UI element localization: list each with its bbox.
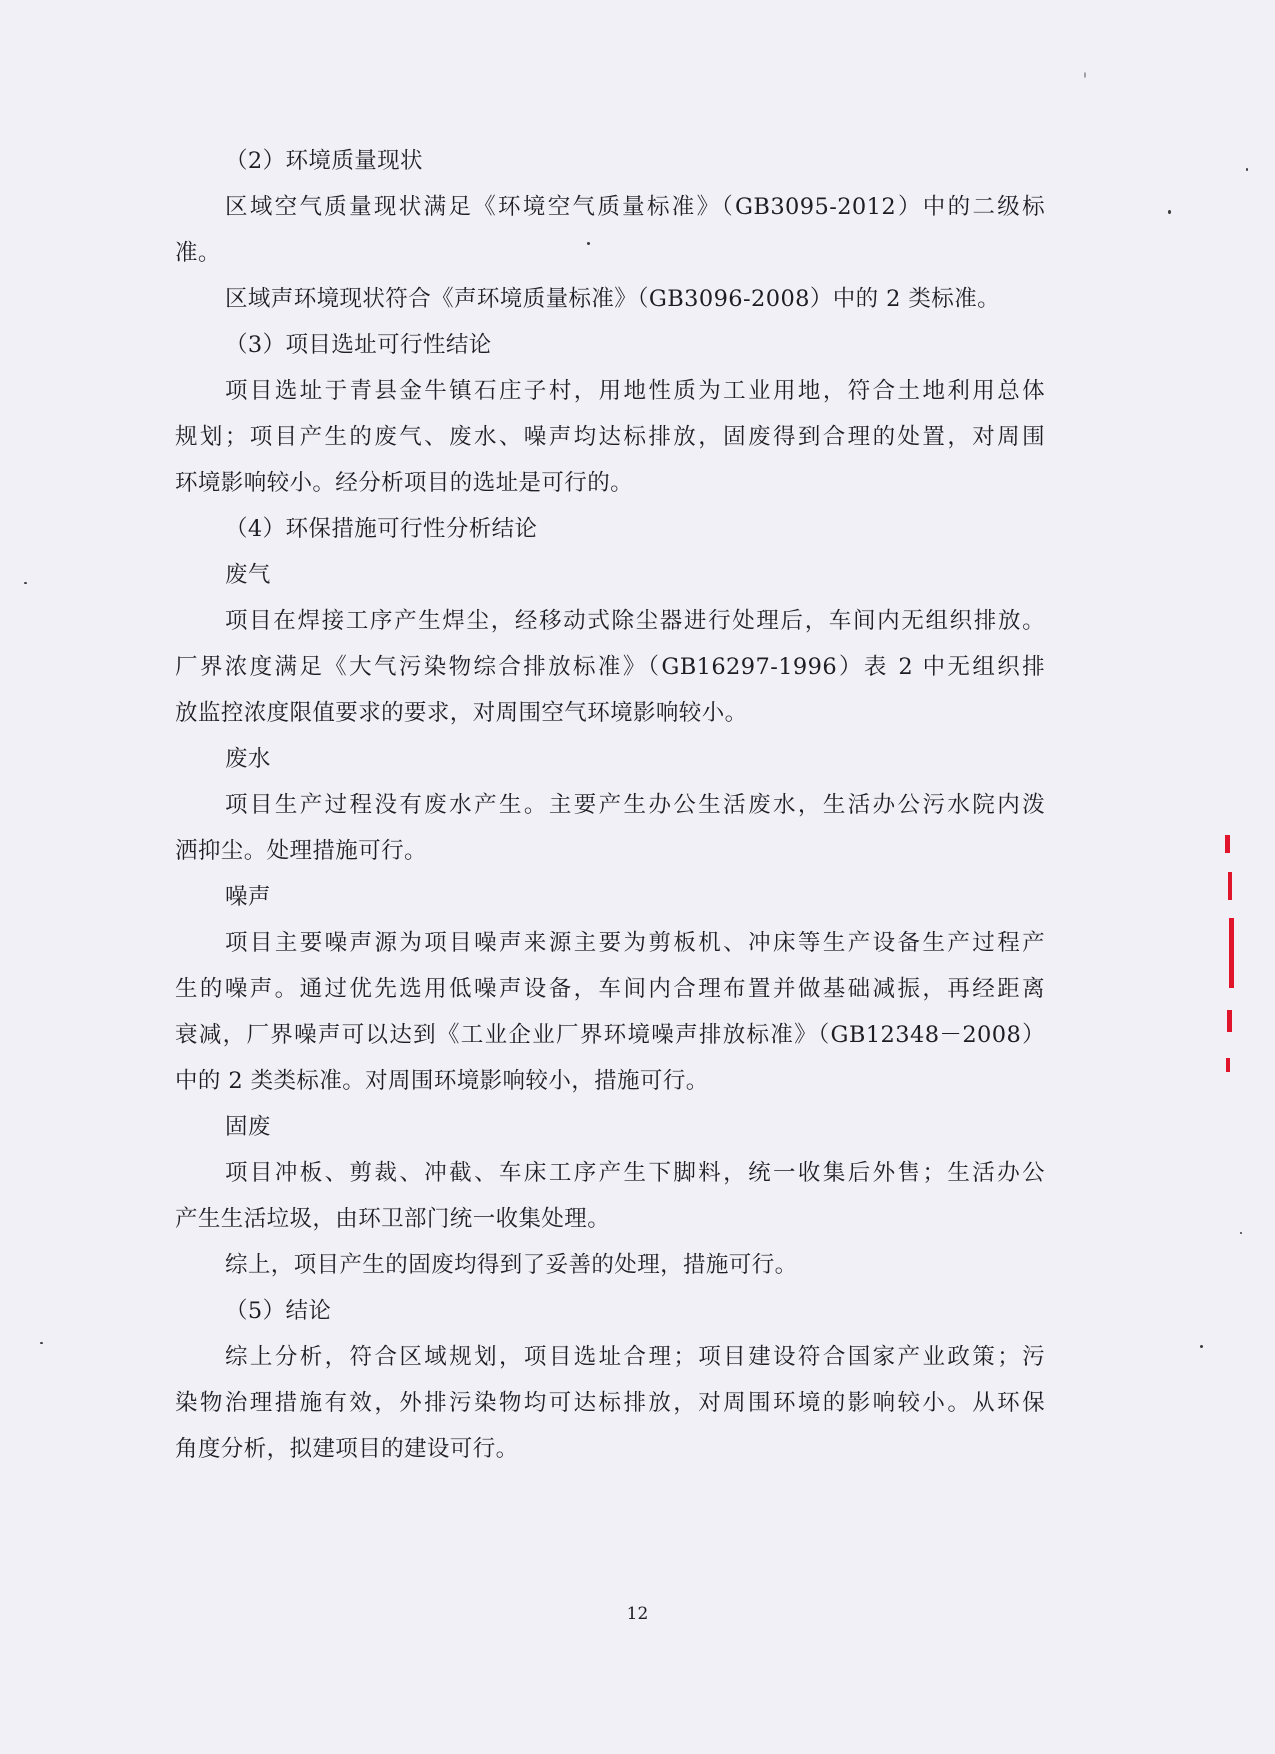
subheading-waste-water: 废水: [225, 746, 271, 772]
paragraph-line: 产生生活垃圾，由环卫部门统一收集处理。: [175, 1206, 611, 1232]
subheading-waste-gas: 废气: [225, 562, 271, 588]
paragraph-line: 厂界浓度满足《大气污染物综合排放标准》（GB16297-1996）表 2 中无组织排: [175, 654, 1045, 680]
scan-speck: [1200, 1345, 1203, 1348]
subheading-solid-waste: 固废: [225, 1114, 271, 1140]
paragraph-line: 规划；项目产生的废气、废水、噪声均达标排放，固废得到合理的处置，对周围: [175, 424, 1045, 450]
paragraph-line: 准。: [175, 240, 221, 266]
paragraph-line: 染物治理措施有效，外排污染物均可达标排放，对周围环境的影响较小。从环保: [175, 1390, 1045, 1416]
section-heading-site-selection: （3）项目选址可行性结论: [225, 332, 492, 358]
paragraph-line: 中的 2 类类标准。对周围环境影响较小，措施可行。: [175, 1068, 709, 1094]
section-heading-measures: （4）环保措施可行性分析结论: [225, 516, 538, 542]
page-number: 12: [626, 1604, 649, 1624]
paragraph-line: 综上分析，符合区域规划，项目选址合理；项目建设符合国家产业政策；污: [225, 1344, 1045, 1370]
seal-fragment: [1227, 1010, 1232, 1032]
paragraph-line: 项目主要噪声源为项目噪声来源主要为剪板机、冲床等生产设备生产过程产: [225, 930, 1045, 956]
subheading-noise: 噪声: [225, 884, 271, 910]
paragraph-line: 项目生产过程没有废水产生。主要产生办公生活废水，生活办公污水院内泼: [225, 792, 1045, 818]
scan-speck: [1084, 72, 1086, 78]
seal-fragment: [1225, 835, 1230, 853]
seal-fragment: [1226, 1058, 1230, 1072]
scan-speck: [40, 1342, 43, 1344]
scan-speck: [1246, 168, 1248, 171]
scan-speck: [24, 582, 27, 584]
scan-speck: [1168, 210, 1171, 214]
paragraph-line: 角度分析，拟建项目的建设可行。: [175, 1436, 519, 1462]
paragraph-line: 衰减，厂界噪声可以达到《工业企业厂界环境噪声排放标准》（GB12348－2008）: [175, 1022, 1045, 1048]
paragraph-line: 项目冲板、剪裁、冲截、车床工序产生下脚料，统一收集后外售；生活办公: [225, 1160, 1045, 1186]
paragraph-line: 环境影响较小。经分析项目的选址是可行的。: [175, 470, 634, 496]
document-body: [175, 138, 1045, 1472]
paragraph-line: 项目选址于青县金牛镇石庄子村，用地性质为工业用地，符合土地利用总体: [225, 378, 1045, 404]
paragraph-line: 项目在焊接工序产生焊尘，经移动式除尘器进行处理后，车间内无组织排放。: [225, 608, 1045, 634]
section-heading-conclusion: （5）结论: [225, 1298, 332, 1324]
paragraph-line: 放监控浓度限值要求的要求，对周围空气环境影响较小。: [175, 700, 748, 726]
seal-fragment: [1228, 872, 1232, 900]
scan-speck: [1240, 1232, 1242, 1234]
paragraph-line: 生的噪声。通过优先选用低噪声设备，车间内合理布置并做基础减振，再经距离: [175, 976, 1045, 1002]
paragraph-line: 综上，项目产生的固废均得到了妥善的处理，措施可行。: [225, 1252, 798, 1278]
scan-speck: [587, 242, 590, 245]
paragraph-line: 洒抑尘。处理措施可行。: [175, 838, 427, 864]
seal-fragment: [1229, 918, 1234, 988]
paragraph-line: 区域空气质量现状满足《环境空气质量标准》（GB3095-2012）中的二级标: [225, 194, 1045, 220]
section-heading-environment-quality: （2）环境质量现状: [225, 148, 423, 174]
paragraph-line: 区域声环境现状符合《声环境质量标准》（GB3096-2008）中的 2 类标准。: [225, 286, 1001, 312]
